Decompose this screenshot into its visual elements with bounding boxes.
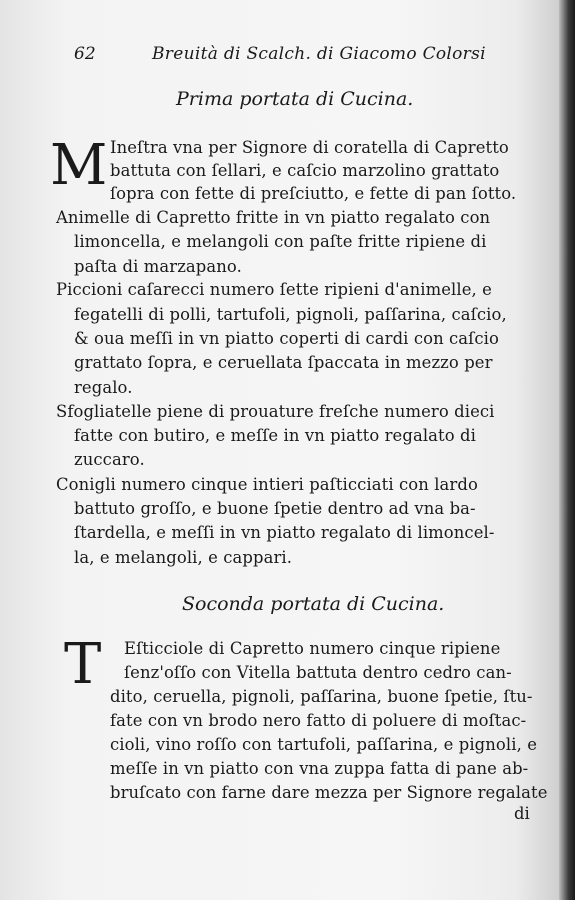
text-line: battuto groſſo, e buone ſpetie dentro ad vna ba- [74,499,476,518]
text-line: zuccaro. [74,450,145,469]
page-edge-shadow [559,0,575,900]
text-line: ſenz'oſſo con Vitella battuta dentro cedro can- [124,663,512,682]
text-line: fate con vn brodo nero fatto di poluere di moſtac- [110,711,527,730]
text-line: fatte con butiro, e meſſe in vn piatto regalato di [74,426,476,445]
text-line: fegatelli di polli, tartufoli, pignoli, paſſarina, caſcio, [74,305,507,324]
text-line: ſtardella, e meſſi in vn piatto regalato di limoncel- [74,523,495,542]
text-line: Conigli numero cinque intieri paſticciati con lardo [56,475,478,494]
page-number: 62 [74,44,96,64]
section-title-prima-portata: Prima portata di Cucina. [176,88,414,110]
text-line: Sfogliatelle piene di prouature freſche numero dieci [56,402,495,421]
running-title: Breuità di Scalch. di Giacomo Colorsi [152,44,486,64]
text-line: limoncella, e melangoli con paſte fritte ripiene di [74,232,487,251]
catchword: di [514,804,530,823]
text-line: paſta di marzapano. [74,257,242,276]
text-line: ſopra con fette di preſciutto, e fette di pan ſotto. [110,184,517,203]
text-line: Eſticciole di Capretto numero cinque ripiene [124,639,501,658]
text-line: cioli, vino roſſo con tartufoli, paſſarina, e pignoli, e [110,735,537,754]
text-line: Animelle di Capretto fritte in vn piatto regalato con [56,208,491,227]
text-line: dito, ceruella, pignoli, paſſarina, buone ſpetie, ſtu- [110,687,533,706]
text-line: meſſe in vn piatto con vna zuppa fatta di pane ab- [110,759,529,778]
text-line: regalo. [74,378,133,397]
drop-cap-m: M [50,133,108,198]
page-header [74,44,486,70]
text-line: Piccioni caſarecci numero ſette ripieni d'animelle, e [56,280,492,299]
drop-cap-t: T [64,632,102,697]
text-line: la, e melangoli, e cappari. [74,548,293,567]
section-title-seconda-portata: Soconda portata di Cucina. [182,593,445,615]
text-line: Ineſtra vna per Signore di coratella di Capretto [110,138,509,157]
text-line: bruſcato con farne dare mezza per Signore regalate [110,783,548,802]
text-line: grattato ſopra, e ceruellata ſpaccata in mezzo per [74,353,493,372]
text-line: battuta con ſellari, e caſcio marzolino grattato [110,161,500,180]
text-line: & oua meſſi in vn piatto coperti di cardi con caſcio [74,329,499,348]
